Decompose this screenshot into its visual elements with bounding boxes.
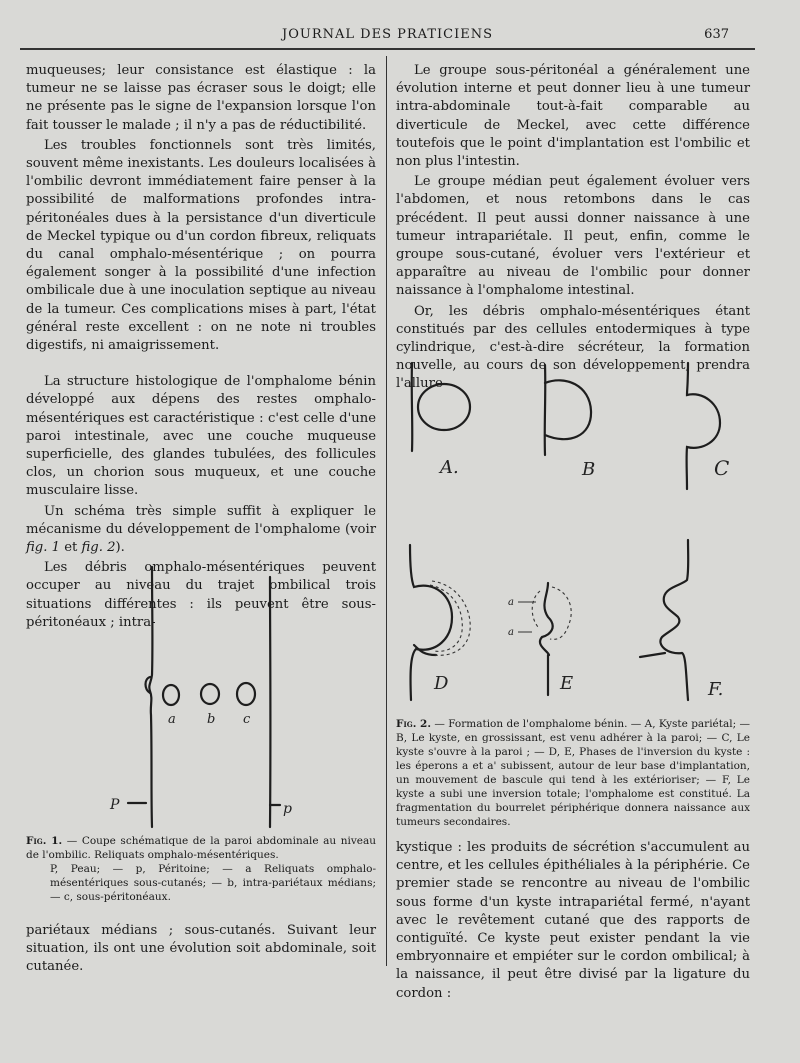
column-divider [386,56,387,966]
fig2-label-C: C [714,456,730,480]
paragraph: Le groupe médian peut également évoluer vers l'abdomen, et nous retombons dans le cas précédent. Il peut aussi donner naissance à une tumeur intrapariétale. Il peut, enfin, comme le groupe sous-cutané, évoluer vers l'extérieur et apparaître au niveau de l'ombilic pour donner naissance à l'omphalome intestinal. [396,174,750,299]
panel-E-wall [540,583,553,655]
fig1-label-c: c [243,712,251,727]
remnant-c [237,683,255,705]
fig2-label-a1: a [508,597,514,608]
panel-F-base [640,653,665,657]
fig2-label-F: F. [708,679,724,700]
fig1-label-a: a [168,712,176,727]
journal-title: JOURNAL DES PRATICIENS [282,27,493,42]
paragraph: La structure histologique de l'omphalome bénin développé aux dépens des restes omphalo-mésentériques est caractéristique : c'est celle d'une paroi intestinale, avec une couche muqueuse superficielle, des glandes tubulées, des follicules clos, un chorion sous muqueux, et une couche musculaire lisse. [26,374,376,499]
fig-ref: fig. 1 [26,540,61,556]
fig1-label-P: P [110,797,120,813]
remnant-b [201,684,219,704]
figure-1 [80,565,380,830]
paragraph: Un schéma très simple suffit à expliquer le mécanisme du développement de l'omphalome (voir fig. 1 et fig. 2). [26,503,376,556]
paragraph: Les troubles fonctionnels sont très limités, souvent même inexistants. Les douleurs localisées à l'ombilic devront immédiatement faire penser à la possibilité de malformations profondes intra-péritonéales dues à la persistance d'un diverticule de Meckel typique ou d'un cordon fibreux, reliquats du canal omphalo-mésentérique ; on pourra également songer à la possibilité d'une infection ombilicale due à une inoculation septique au niveau de la tumeur. Ces complications mises à part, l'état général reste excellent : on ne note ni troubles digestifs, ni amaigrissement. [26,137,376,354]
panel-F-wall [660,540,688,700]
fig2-label-a2: a [508,627,514,638]
figure-1-caption: Fig. 1. — Coupe schématique de la paroi abdominale au niveau de l'ombilic. Reliquats omphalo-mésentériques. P, Peau; — p, Péritoine; — a Reliquats omphalo-mésentériques sous-cutanés; — b, intra-pariétaux médians; — c, sous-péritonéaux. [26,835,376,903]
fig1-label-p: p [283,801,292,817]
fig-ref: fig. 2 [81,540,116,556]
right-column-continued [396,839,750,1005]
page-number: 637 [704,27,729,42]
panel-E-dashed [550,587,571,639]
paragraph: Or, les débris omphalo-mésentériques étant constitués par des cellules entodermiques à type cylindrique, c'est-à-dire sécréteur, la formation nouvelle, au cours de son développement, prendra l'allure [396,303,750,392]
panel-A-cyst [418,384,470,430]
figure-2 [390,355,750,710]
paragraph: muqueuses; leur consistance est élastique : la tumeur ne se laisse pas écraser sous le doigt; elle ne présente pas le signe de l'expansion lorsque l'on fait tousser le malade ; il n'y a pas de réductibilité. [26,63,376,133]
panel-B-cyst [545,380,591,439]
fig2-label-B: B [582,459,596,480]
fig1-label-b: b [207,712,216,727]
fig2-label-D: D [434,673,449,694]
right-column [396,62,750,396]
panel-A-wall [412,363,413,451]
paragraph: Le groupe sous-péritonéal a généralement une évolution interne et peut donner lieu à une tumeur intra-abdominale tout-à-fait comparable au diverticule de Meckel, avec cette différence toutefois que le point d'implantation est l'ombilic et non plus l'intestin. [396,63,750,170]
paragraph: Les débris omphalo-mésentériques peuvent occuper au niveau du trajet ombilical trois situations différentes : ils peuvent être sous-péritonéaux ; intra- [26,560,376,630]
fig2-label-A: A. [440,457,459,478]
left-column [26,62,376,634]
paragraph: kystique : les produits de sécrétion s'accumulent au centre, et les cellules épithéliales à la périphérie. Ce premier stade se rencontre au niveau de l'ombilic sous forme d'un kyste intrapariétal fermé, n'ayant avec le revêtement cutané que des rapports de contiguïté. Ce kyste peut exister pendant la vie embryonnaire et empiéter sur le cordon ombilical; à la naissance, il peut être divisé par la ligature du cordon : [396,840,750,1001]
panel-D-dashed-2 [430,585,462,651]
fig2-label-E: E [560,673,574,694]
remnant-a [163,685,179,705]
left-column-continued [26,922,376,979]
skin-line [149,567,152,827]
figure-2-caption: Fig. 2. — Formation de l'omphalome bénin. — A, Kyste pariétal; — B, Le kyste, en grossissant, est venu adhérer à la paroi; — C, Le kyste s'ouvre à la paroi ; — D, E, Phases de l'inversion du kyste : les éperons a et a' subissent, autour de leur base d'implantation, un mouvement de bascule qui tend à les extérioriser; — F, Le kyste a subi une inversion totale; l'omphalome est constitué. La fragmentation du bourrelet périphérique donnera naissance aux tumeurs secondaires. [396,718,750,828]
panel-E-dashed-2 [532,591,540,627]
panel-B-wall [545,365,546,455]
running-header [20,24,755,50]
paragraph: pariétaux médians ; sous-cutanés. Suivant leur situation, ils ont une évolution soit abdominale, soit cutanée. [26,923,376,975]
